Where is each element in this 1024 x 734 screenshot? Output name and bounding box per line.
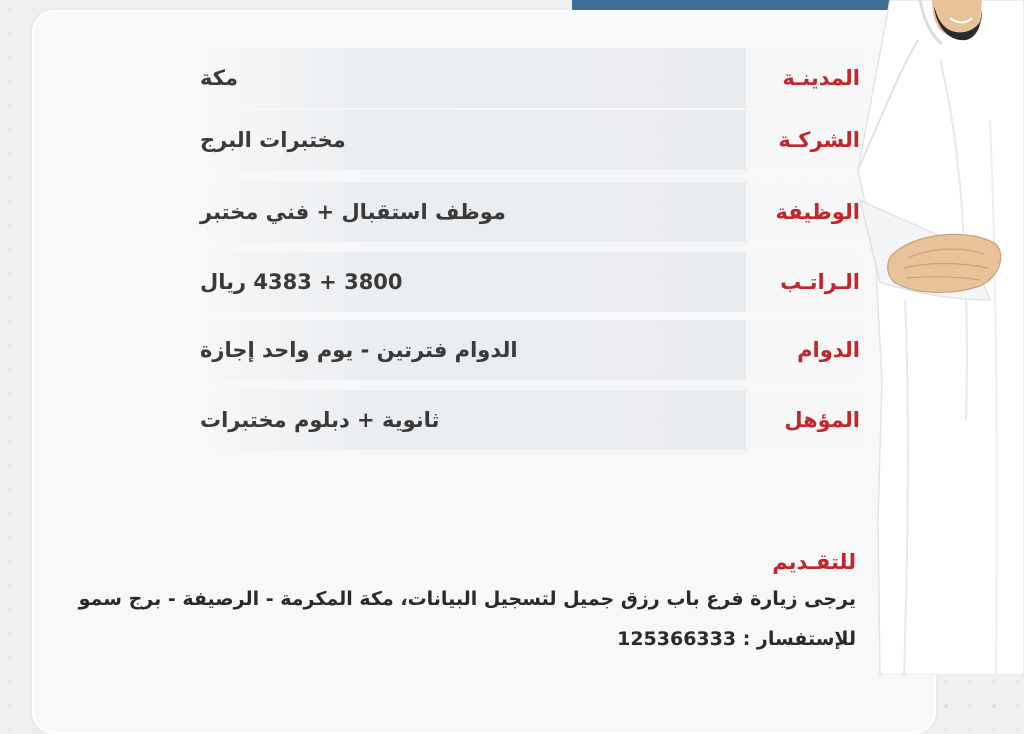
detail-label: المؤهل [746, 390, 860, 450]
saudi-man-illustration [820, 0, 1024, 675]
detail-label: الوظيفة [746, 182, 860, 242]
detail-value: موظف استقبال + فني مختبر [200, 182, 746, 242]
apply-title: للتقـديم [772, 550, 856, 574]
detail-label: المدينـة [746, 48, 860, 108]
detail-row-salary [200, 252, 860, 312]
detail-row-company [200, 110, 860, 170]
contact-phone: للإستفسار : 125366333 [617, 628, 856, 650]
detail-value: مختبرات البرج [200, 110, 746, 170]
apply-instructions: يرجى زيارة فرع باب رزق جميل لتسجيل البيانات، مكة المكرمة - الرصيفة - برج سمو [78, 588, 856, 610]
detail-row-qualification [200, 390, 860, 450]
detail-row-job [200, 182, 860, 242]
detail-label: الـراتـب [746, 252, 860, 312]
detail-row-hours [200, 320, 860, 380]
detail-value: مكة [200, 48, 746, 108]
detail-value: 3800 + 4383 ريال [200, 252, 746, 312]
detail-row-city [200, 48, 860, 108]
detail-value: الدوام فترتين - يوم واحد إجازة [200, 320, 746, 380]
detail-value: ثانوية + دبلوم مختبرات [200, 390, 746, 450]
detail-label: الشركـة [746, 110, 860, 170]
detail-label: الدوام [746, 320, 860, 380]
